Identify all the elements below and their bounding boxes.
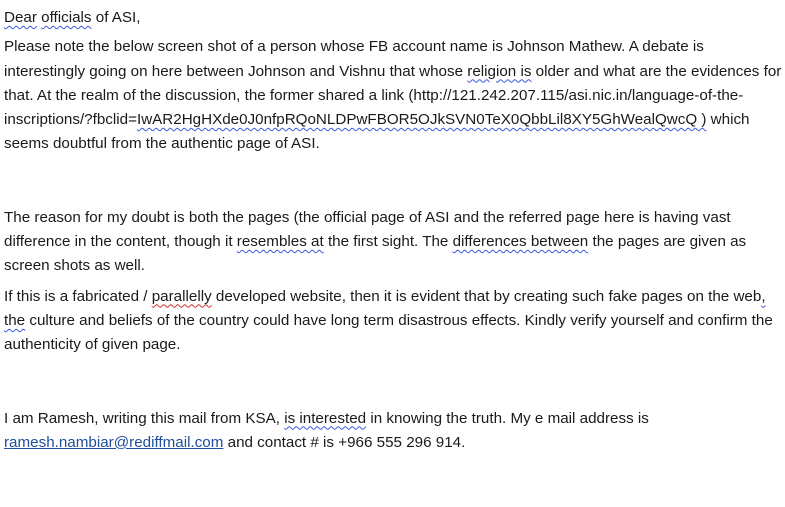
p1-text-b: older and what are the evidences for that. At the realm of the discussion, the former shared a link (http://121.242.207.115/asi.nic.in/language-of-the-inscriptions/?fbclid= [4, 62, 782, 129]
paragraph-doubt-reason [4, 206, 782, 279]
p1-flagged-fbclid: IwAR2HgHXde0J0nfpRQoNLDPwFBOR5OJkSVN0TeX0QbbLil8XY5GhWealQwcQ ) [136, 111, 707, 129]
greeting-word-officials: officials [41, 9, 92, 26]
p4-flagged-interested: is interested [284, 409, 367, 427]
p1-text-a: Please note the below screen shot of a person whose FB account name is Johnson Mathew. A debate is interestingly going on here between Johnson and Vishnu that whose [4, 38, 704, 80]
p3-text-c: culture and beliefs of the country could have long term disastrous effects. Kindly verify yourself and confirm the authenticity of given page. [4, 311, 773, 354]
greeting-word-dear: Dear [4, 9, 37, 26]
p1-text-c: which seems doubtful from the authentic page of ASI. [4, 111, 750, 153]
p2-text-a: The reason for my doubt is both the pages (the official page of ASI and the referred page here is having vast difference in the content, though it [4, 208, 731, 251]
greeting [4, 6, 782, 30]
letter-document [4, 6, 782, 455]
p3-text-b: developed website, then it is evident that by creating such fake pages on the web [211, 287, 762, 305]
p2-flagged-differences: differences between [452, 233, 589, 251]
p1-flagged-religion: religion is [467, 62, 532, 80]
p4-text-c: and contact # is +966 555 296 914. [223, 433, 466, 451]
p3-flagged-parallelly: parallelly [151, 287, 212, 305]
p2-text-c: the pages are given as screen shots as well. [4, 233, 747, 275]
paragraph-contact-info [4, 407, 782, 456]
p2-flagged-resembles: resembles at [236, 233, 324, 251]
paragraph-fabricated-website [4, 285, 782, 358]
paragraph-link-context [4, 35, 782, 156]
p3-text-a: If this is a fabricated / [4, 287, 152, 305]
greeting-rest: of ASI, [91, 9, 141, 26]
p2-text-b: the first sight. The [323, 233, 453, 251]
email-link[interactable]: ramesh.nambiar@rediffmail.com [4, 433, 224, 451]
p4-text-b: in knowing the truth. My e mail address is [366, 409, 649, 427]
p3-flagged-the: , the [4, 287, 766, 329]
p4-text-a: I am Ramesh, writing this mail from KSA, [4, 409, 285, 427]
